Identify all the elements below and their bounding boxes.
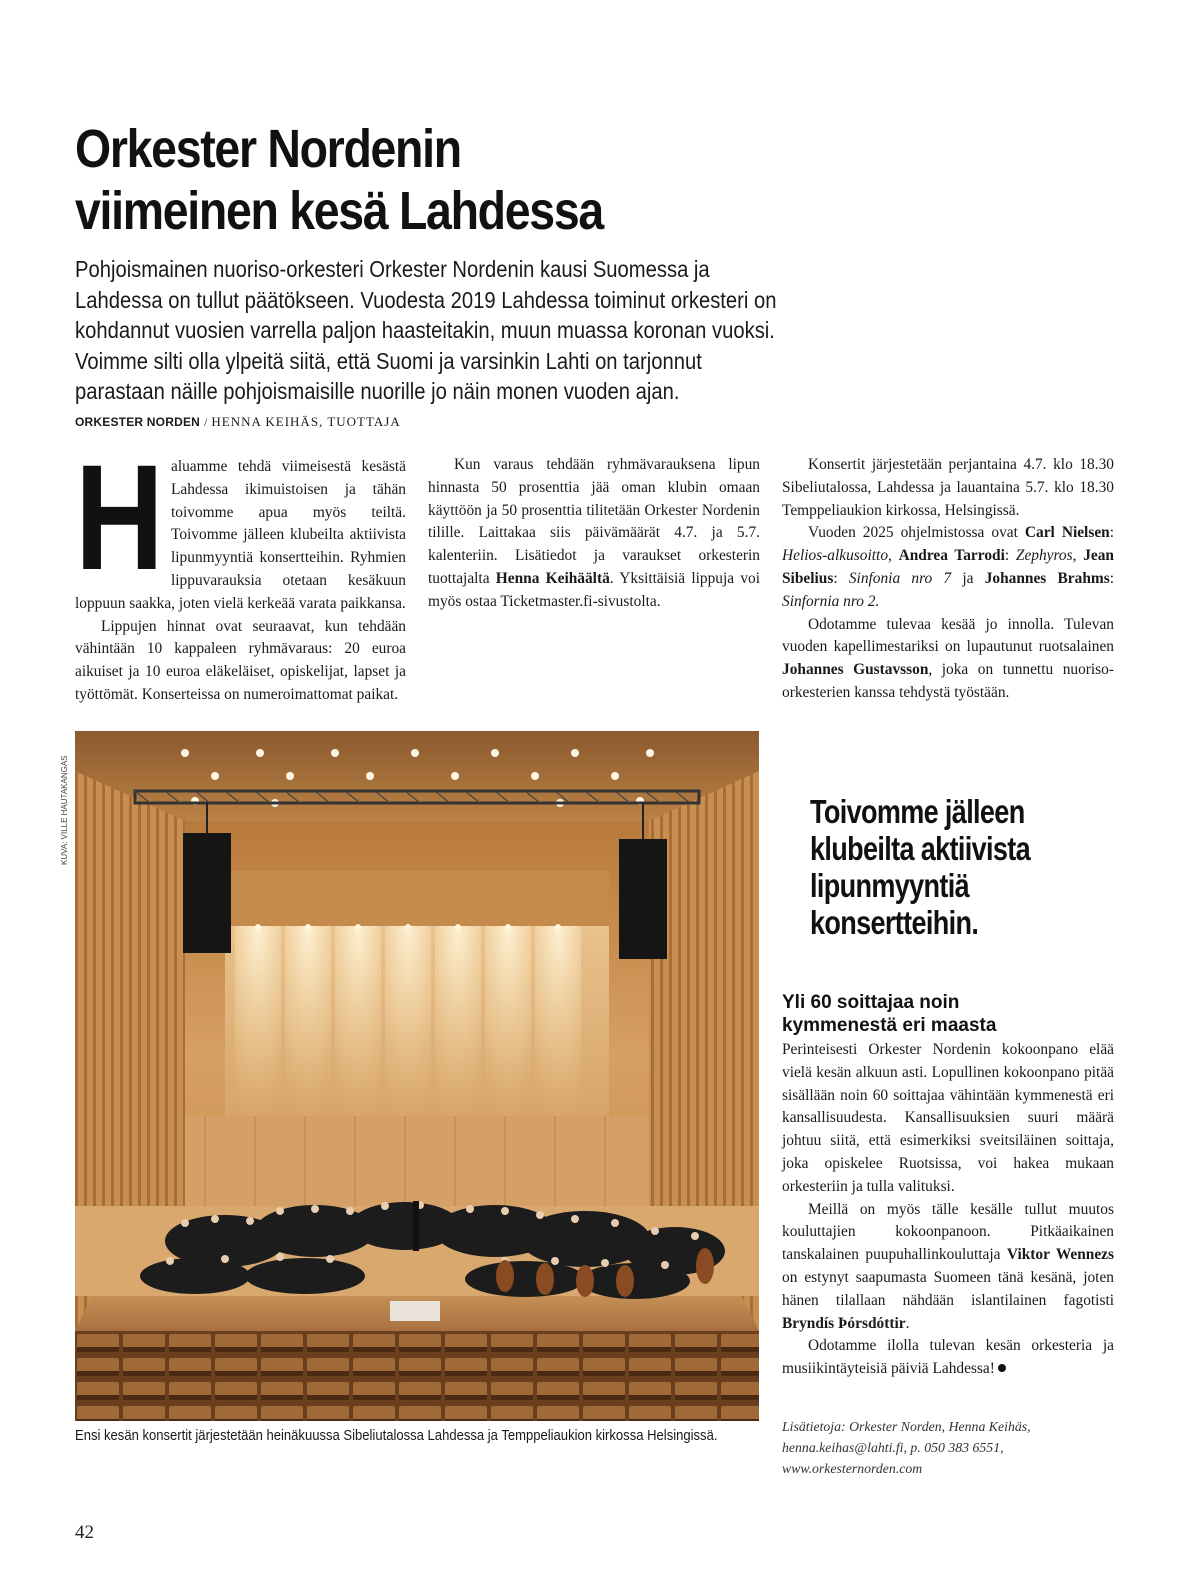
work-title: Sinfonia nro 7 — [848, 569, 952, 587]
paragraph-text: Odotamme tulevaa kesää jo innolla. Tulevan vuoden kapellimestariksi on lupautunut ruotsalainen — [782, 615, 1114, 656]
work-title: Zephyros — [1015, 547, 1073, 565]
program-paragraph: Vuoden 2025 ohjelmistossa ovat Carl Nielsen: Helios-alkusoitto, Andrea Tarrodi: Zephyros, Jean Sibelius: Sinfonia nro 7 ja Johannes Brahms: Sinfornia nro 2. — [782, 524, 1114, 610]
contact-name: Henna Keihäältä — [495, 569, 610, 587]
website-link[interactable]: www.orkesternorden.com — [782, 1461, 923, 1476]
paragraph-text: ja — [962, 569, 974, 587]
composer-name: Jean Sibelius — [782, 547, 1114, 587]
contact-email-phone[interactable]: henna.keihas@lahti.fi, p. 050 383 6551, — [782, 1440, 1004, 1455]
photo-caption: Ensi kesän konsertit järjestetään heinäkuussa Sibeliutalossa Lahdessa ja Temppeliaukion kirkossa Helsingissä. — [75, 1428, 718, 1444]
body-paragraph — [75, 433, 406, 616]
body-paragraph: Lippujen hinnat ovat seuraavat, kun tehdään vähintään 10 kappaleen ryhmävaraus: 20 euroa aikuiset ja 10 euroa eläkeläiset, opiskelijat, lapset ja työttömät. Konserteissa on numeroimattomat paikat. — [75, 617, 406, 703]
lead-line: Lahdessa on tullut päätökseen. Vuodesta 2019 Lahdessa toiminut orkesteri on — [75, 286, 777, 313]
bassoonist-name: Bryndís Þórsdóttir — [782, 1314, 906, 1332]
title-line-1: Orkester Nordenin — [75, 119, 461, 179]
work-title: Sinfornia nro 2. — [782, 592, 880, 610]
lead-line: parastaan näille pohjoismaisille nuorille jo näin monen vuoden ajan. — [75, 378, 680, 404]
byline-separator: / — [204, 415, 208, 429]
body-paragraph: Perinteisesti Orkester Nordenin kokoonpano elää vielä kesän alkuun asti. Lopullinen kokoonpano pitää sisällään noin 60 soittajaa vähintään kymmenestä eri kansallisuudesta. Kansallisuuksien suuri määrä johtuu siitä, että esimerkiksi sveitsiläinen soittaja, joka opiskelee Ruotsissa, voi hakea mukaan orkesteriin ja tulla valituksi. — [782, 1041, 1114, 1195]
contact-line: Lisätietoja: Orkester Norden, Henna Keihäs, — [782, 1419, 1031, 1434]
body-paragraph: Konsertit järjestetään perjantaina 4.7. klo 18.30 Sibeliutalossa, Lahdessa ja lauantaina 5.7. klo 18.30 Temppeliaukion kirkossa, Helsingissä. — [782, 456, 1114, 519]
byline-author: HENNA KEIHÄS, TUOTTAJA — [211, 414, 401, 429]
section-heading-line: Yli 60 soittajaa noin — [782, 992, 960, 1013]
paragraph-text: Odotamme ilolla tulevan kesän orkesteria ja musiikintäyteisiä päiviä Lahdessa! — [782, 1337, 1114, 1378]
drop-cap: H — [75, 433, 161, 601]
pull-quote-line: lipunmyyntiä — [810, 867, 970, 904]
body-paragraph — [782, 614, 1114, 705]
paragraph-text: on estynyt saapumasta Suomeen tänä kesänä, joten hänen tilallaan nähdään islantilainen fagotisti — [782, 1268, 1114, 1309]
composer-name: Andrea Tarrodi — [898, 547, 1005, 565]
lead-line: Pohjoismainen nuoriso-orkesteri Orkester Nordenin kausi Suomessa ja — [75, 256, 710, 282]
paragraph-text: Vuoden 2025 ohjelmistossa ovat — [808, 524, 1018, 542]
lead-line: kohdannut vuosien varrella paljon haasteitakin, muun muassa koronan vuoksi. — [75, 317, 775, 343]
title-line-2: viimeinen kesä Lahdessa — [75, 181, 603, 241]
body-paragraph — [782, 1335, 1114, 1381]
photo-credit-text: KUVA: VILLE HAUTAKANGAS — [60, 755, 69, 865]
photo-credit — [60, 733, 72, 873]
pull-quote-line: konsertteihin. — [810, 904, 979, 941]
article-lead — [75, 254, 832, 407]
concert-hall-photo — [75, 731, 759, 1421]
body-column-1 — [75, 433, 406, 707]
trainer-name: Viktor Wennezs — [1006, 1246, 1114, 1264]
byline — [75, 414, 401, 430]
byline-organization: ORKESTER NORDEN — [75, 415, 201, 429]
body-column-3 — [782, 454, 1114, 705]
body-paragraph — [428, 454, 760, 614]
paragraph-text: , joka on tunnettu nuoriso-orkesterien kanssa tehdystä työstään. — [782, 661, 1114, 701]
paragraph-text: . — [905, 1314, 910, 1332]
paragraph-text: Meillä on myös tälle kesälle tullut muutos kouluttajien kokoonpanoon. Pitkäaikainen tanskalainen puupuhallinkouluttaja — [782, 1200, 1114, 1264]
conductor-name: Johannes Gustavsson — [782, 661, 929, 679]
paragraph-text: aluamme tehdä viimeisestä kesästä Lahdessa ikimuistoisen ja tähän toivomme apua myös teiltä. Toivomme jälleen klubeilta aktiivista lipunmyyntiä konsertteihin. Ryhmien lippuvarauksia otetaan kesäkuun loppuun saakka, joten vielä kerkeää varata paikkansa. — [75, 458, 406, 612]
section-body — [782, 1039, 1114, 1381]
paragraph-text: Kun varaus tehdään ryhmävarauksena lipun hinnasta 50 prosenttia jää oman klubin omaan käyttöön ja 50 prosenttia tilitetään Orkester Nordenin tilille. Laittakaa siis päivämäärät 4.7. ja 5.7. kalenteriin. Lisätiedot ja varaukset orkesterin tuottajalta — [428, 456, 760, 587]
work-title: Helios-alkusoitto — [782, 547, 889, 565]
paragraph-text: . Yksittäisiä lippuja voi myös ostaa Ticketmaster.fi-sivustolta. — [428, 569, 761, 610]
contact-info — [782, 1416, 1112, 1479]
end-mark-icon — [998, 1364, 1006, 1372]
pull-quote — [810, 793, 1081, 941]
section-heading-line: kymmenestä eri maasta — [782, 1014, 997, 1036]
article-title — [75, 118, 729, 242]
composer-name: Johannes Brahms — [984, 569, 1110, 587]
lead-line: Voimme silti olla ylpeitä siitä, että Suomi ja varsinkin Lahti on tarjonnut — [75, 347, 702, 374]
pull-quote-line: klubeilta aktiivista — [810, 830, 1031, 867]
body-paragraph — [782, 1199, 1114, 1336]
section-heading — [782, 992, 1122, 1037]
pull-quote-line: Toivomme jälleen — [810, 793, 1025, 830]
composer-name: Carl Nielsen — [1024, 524, 1110, 542]
page-number: 42 — [75, 1522, 94, 1543]
body-column-2 — [428, 454, 760, 614]
